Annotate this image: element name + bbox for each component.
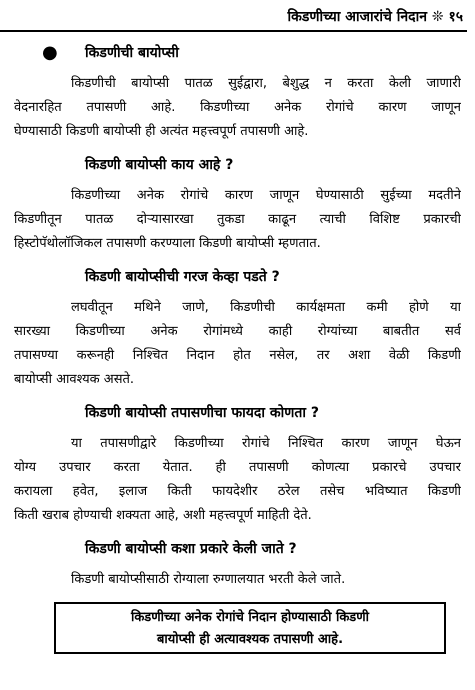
paragraph-line: वेदनारहित तपासणी आहे. किडणीच्या अनेक रोगांचे कारण जाणून [14, 100, 461, 115]
paragraph-line: किडणीतून पातळ दोऱ्यासारखा तुकडा काढून त्याची विशिष्ट प्रकारची [14, 212, 461, 227]
section-paragraph [14, 296, 461, 392]
paragraph-line: हिस्टोपॅथोलॉजिकल तपासणी करण्याला किडणी बायोप्सी म्हणतात. [14, 236, 321, 251]
section-heading: किडणीची बायोप्सी [85, 45, 179, 61]
section-paragraph [14, 432, 461, 528]
callout-line: बायोप्सी ही अत्यावश्यक तपासणी आहे. [156, 632, 344, 647]
section-heading-row [14, 42, 461, 64]
running-header: किडणीच्या आजारांचे निदान ❊ १५ [287, 9, 463, 25]
callout-line: किडणीच्या अनेक रोगांचे निदान होण्यासाठी किडणी [130, 610, 370, 625]
paragraph-line: किती खराब होण्याची शक्यता आहे, अशी महत्त्वपूर्ण माहिती देते. [14, 508, 312, 523]
section-heading: किडणी बायोप्सीची गरज केव्हा पडते ? [85, 269, 280, 285]
section-paragraph [14, 568, 461, 592]
header-rule [0, 30, 467, 32]
paragraph-line: या तपासणीद्वारे किडणीच्या रोगांचे निश्चित कारण जाणून घेऊन [71, 436, 461, 451]
page-content [14, 34, 461, 592]
callout-box [54, 602, 446, 654]
paragraph-line: बायोप्सी आवश्यक असते. [14, 372, 135, 387]
paragraph-line: सारख्या किडणीच्या अनेक रोगांमध्ये काही रोग्यांच्या बाबतीत सर्व [14, 324, 461, 339]
section-paragraph [14, 184, 461, 256]
section-heading: किडणी बायोप्सी कशा प्रकारे केली जाते ? [85, 541, 297, 557]
section-paragraph [14, 72, 461, 144]
section-heading: किडणी बायोप्सी काय आहे ? [85, 157, 234, 173]
paragraph-line: किडणीची बायोप्सी पातळ सुईद्वारा, बेशुद्ध न करता केली जाणारी [71, 76, 461, 91]
page-header [0, 0, 475, 34]
paragraph-line: लघवीतून मथिने जाणे, किडणीची कार्यक्षमता कमी होणे या [71, 300, 461, 315]
paragraph-line: किडणीच्या अनेक रोगांचे कारण जाणून घेण्यासाठी सुईच्या मदतीने [71, 188, 461, 203]
paragraph-line: योग्य उपचार करता येतात. ही तपासणी कोणत्या प्रकारचे उपचार [14, 460, 461, 475]
section-heading: किडणी बायोप्सी तपासणीचा फायदा कोणता ? [85, 405, 319, 421]
paragraph-line: तपासण्या करूनही निश्चित निदान होत नसेल, तर अशा वेळी किडणी [14, 348, 461, 363]
paragraph-line: किडणी बायोप्सीसाठी रोग्याला रुग्णालयात भरती केले जाते. [71, 572, 346, 587]
bullet-icon: ● [42, 42, 58, 63]
paragraph-line: करायला हवेत, इलाज किती फायदेशीर ठरेल तसेच भविष्यात किडणी [14, 484, 461, 499]
paragraph-line: घेण्यासाठी किडणी बायोप्सी ही अत्यंत महत्त्वपूर्ण तपासणी आहे. [14, 124, 309, 139]
